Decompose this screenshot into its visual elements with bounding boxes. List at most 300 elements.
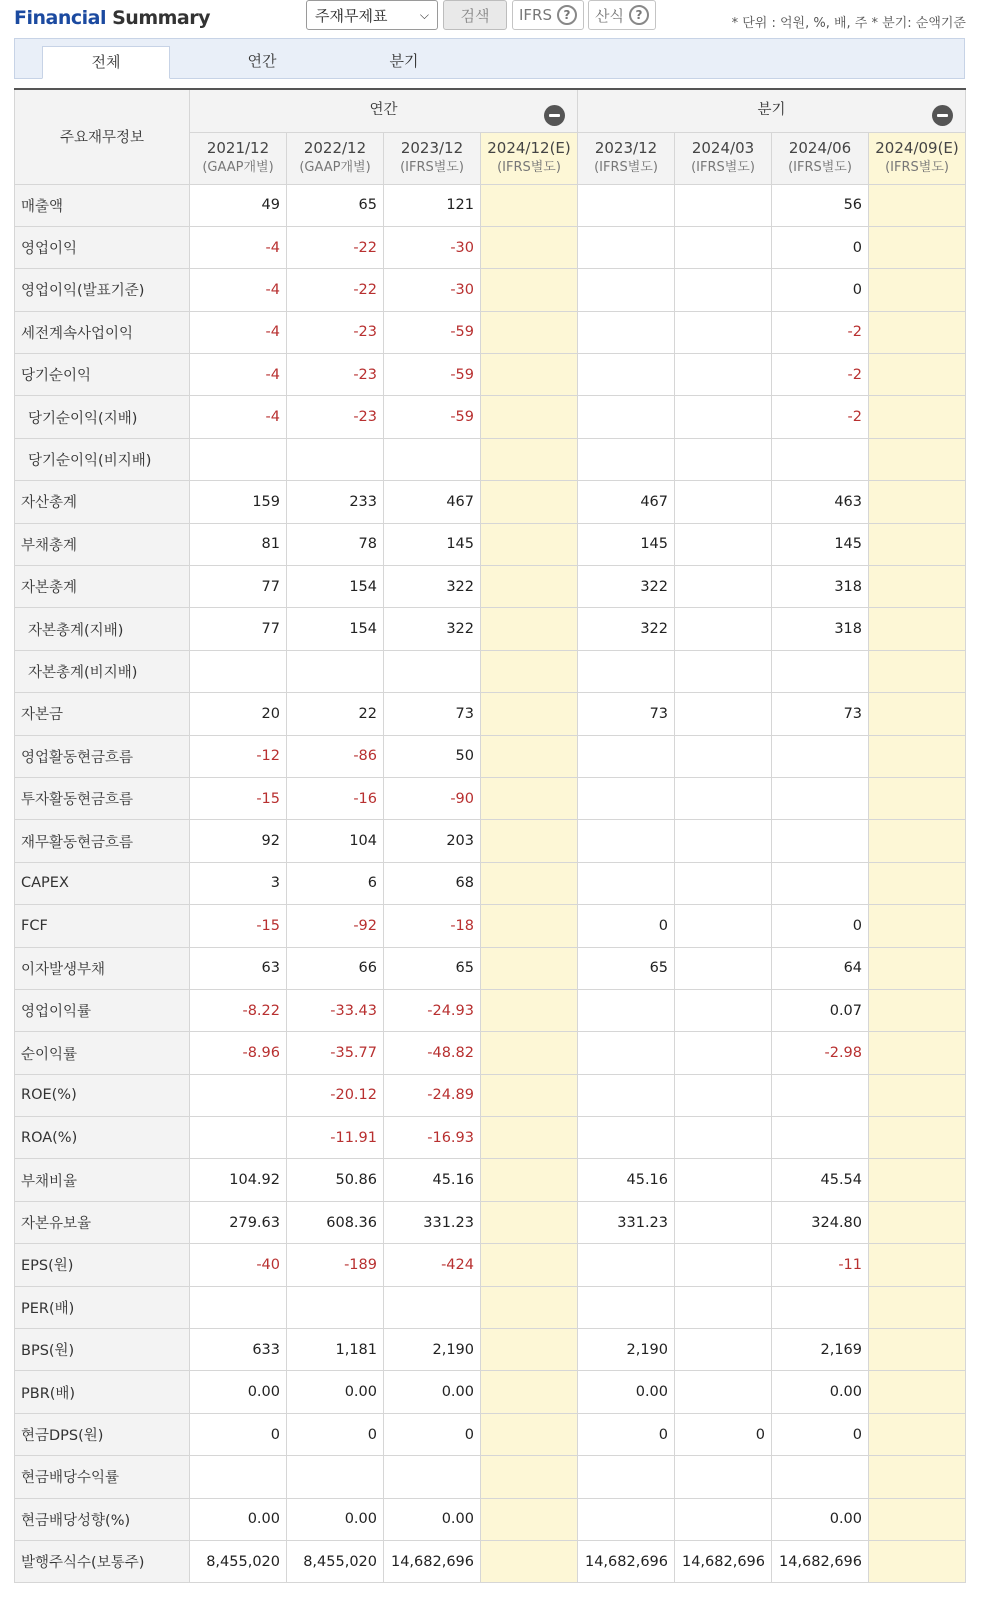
row-label: EPS(원) [15,1244,190,1286]
table-cell [869,1074,966,1116]
table-row [15,989,966,1031]
table-cell: 22 [287,693,384,735]
table-cell: 121 [384,184,481,226]
table-cell [869,1032,966,1074]
table-cell [869,1371,966,1413]
table-cell: -4 [190,396,287,438]
table-cell [869,905,966,947]
table-cell [578,396,675,438]
row-label: 자본금 [15,693,190,735]
table-cell: 159 [190,481,287,523]
table-cell: 145 [578,523,675,565]
table-cell [481,1117,578,1159]
table-cell [869,1201,966,1243]
table-cell: 0.00 [772,1498,869,1540]
tab-quarterly[interactable]: 분기 [389,52,419,70]
table-cell [481,1371,578,1413]
tab-all[interactable]: 전체 [42,46,170,79]
row-label: 현금배당수익률 [15,1456,190,1498]
table-cell [578,862,675,904]
table-row [15,269,966,311]
row-label: ROA(%) [15,1117,190,1159]
row-label: CAPEX [15,862,190,904]
table-cell: 0.00 [190,1371,287,1413]
table-cell: 66 [287,947,384,989]
table-cell [869,820,966,862]
period-standard: (GAAP개별) [299,160,371,175]
table-cell [675,1244,772,1286]
table-cell [675,566,772,608]
search-button[interactable]: 검색 [443,0,507,30]
table-cell [675,1456,772,1498]
title-summary: Summary [112,7,210,29]
table-cell: 45.16 [578,1159,675,1201]
period-header [481,132,578,184]
table-cell: 3 [190,862,287,904]
table-cell: -2 [772,354,869,396]
table-cell [675,777,772,819]
period-header [384,132,481,184]
table-row [15,354,966,396]
table-cell: 20 [190,693,287,735]
table-cell [869,396,966,438]
table-cell [190,1074,287,1116]
table-cell: -48.82 [384,1032,481,1074]
row-label: 자본총계(지배) [15,608,190,650]
table-cell [772,1117,869,1159]
title-financial: Financial [14,7,106,29]
table-cell [481,693,578,735]
table-cell [675,523,772,565]
table-cell: 14,682,696 [384,1541,481,1583]
table-cell: 14,682,696 [772,1541,869,1583]
table-cell [675,481,772,523]
table-cell [578,226,675,268]
question-icon: ? [557,5,577,25]
table-cell: 56 [772,184,869,226]
table-cell: 50 [384,735,481,777]
table-cell: 77 [190,608,287,650]
table-cell [772,438,869,480]
table-cell: 633 [190,1329,287,1371]
table-cell: 0 [384,1413,481,1455]
table-row [15,905,966,947]
tab-annual[interactable]: 연간 [247,52,277,70]
table-cell [675,608,772,650]
table-cell [481,905,578,947]
table-cell: -23 [287,311,384,353]
table-row [15,608,966,650]
table-cell [578,354,675,396]
table-cell: -24.89 [384,1074,481,1116]
table-cell: 0 [675,1413,772,1455]
table-cell [190,1286,287,1328]
table-cell [675,1074,772,1116]
table-row [15,226,966,268]
table-cell [675,905,772,947]
group-quarter-label: 분기 [757,102,786,119]
table-cell [578,184,675,226]
table-cell: 0 [772,1413,869,1455]
table-cell [578,820,675,862]
table-cell [481,226,578,268]
table-cell [772,1074,869,1116]
row-label: 당기순이익(지배) [15,396,190,438]
table-cell: 2,190 [578,1329,675,1371]
table-cell [481,396,578,438]
table-row [15,947,966,989]
group-annual-label: 연간 [369,102,398,119]
row-label: 발행주식수(보통주) [15,1541,190,1583]
table-cell [481,1032,578,1074]
table-cell [578,311,675,353]
table-cell [869,1329,966,1371]
table-cell: -8.96 [190,1032,287,1074]
row-label: 영업이익(발표기준) [15,269,190,311]
table-cell [481,1329,578,1371]
table-cell [675,1286,772,1328]
table-cell [869,1117,966,1159]
table-cell [869,735,966,777]
table-cell [578,438,675,480]
table-cell: 203 [384,820,481,862]
table-cell: 0 [772,226,869,268]
table-cell: 8,455,020 [190,1541,287,1583]
period-standard: (IFRS별도) [691,160,755,175]
table-row [15,438,966,480]
row-label: 당기순이익 [15,354,190,396]
table-cell [287,1456,384,1498]
period-date: 2021/12 [206,139,270,157]
table-cell: -8.22 [190,989,287,1031]
table-cell [869,226,966,268]
table-cell: -4 [190,354,287,396]
table-cell [481,523,578,565]
formula-help-button[interactable] [588,0,656,30]
toolbar [0,0,1001,38]
table-cell [481,1201,578,1243]
table-cell [869,947,966,989]
table-cell [190,1117,287,1159]
table-cell [578,989,675,1031]
table-cell [869,608,966,650]
table-cell [481,1244,578,1286]
table-row [15,1541,966,1583]
table-cell: 77 [190,566,287,608]
row-label: 당기순이익(비지배) [15,438,190,480]
table-row [15,820,966,862]
table-cell: -22 [287,269,384,311]
table-row [15,1456,966,1498]
group-annual-header [190,89,578,132]
table-cell: 467 [384,481,481,523]
table-cell: 318 [772,566,869,608]
table-cell [578,1244,675,1286]
table-cell: 64 [772,947,869,989]
table-row [15,184,966,226]
table-row [15,1498,966,1540]
row-label: ROE(%) [15,1074,190,1116]
table-cell [869,1159,966,1201]
table-cell: 63 [190,947,287,989]
table-cell [675,1032,772,1074]
table-cell [675,226,772,268]
table-row [15,1074,966,1116]
period-header [675,132,772,184]
table-cell: 318 [772,608,869,650]
table-cell [675,184,772,226]
table-row [15,1159,966,1201]
table-cell: 0 [578,1413,675,1455]
table-cell: -92 [287,905,384,947]
table-cell: 331.23 [384,1201,481,1243]
row-label: 부채총계 [15,523,190,565]
row-label: 자산총계 [15,481,190,523]
table-row [15,523,966,565]
table-cell [481,311,578,353]
table-cell [481,820,578,862]
table-cell: -16.93 [384,1117,481,1159]
table-cell [578,1286,675,1328]
group-quarter-header [578,89,966,132]
table-cell: 14,682,696 [578,1541,675,1583]
table-cell [869,523,966,565]
table-cell: 0 [578,905,675,947]
table-row [15,1201,966,1243]
table-cell: 467 [578,481,675,523]
table-cell: 0.07 [772,989,869,1031]
table-row [15,566,966,608]
table-cell [481,269,578,311]
table-cell: 279.63 [190,1201,287,1243]
period-date: 2024/12(E) [487,139,571,157]
table-cell [578,1074,675,1116]
row-label: 자본총계 [15,566,190,608]
tab-bar [14,38,965,79]
table-row [15,311,966,353]
row-label: 영업이익률 [15,989,190,1031]
table-cell: -16 [287,777,384,819]
table-row [15,396,966,438]
table-cell [869,269,966,311]
table-cell [675,1329,772,1371]
table-cell [384,1456,481,1498]
table-cell: -20.12 [287,1074,384,1116]
table-cell [675,1371,772,1413]
row-label: FCF [15,905,190,947]
table-cell [481,566,578,608]
table-cell [384,650,481,692]
question-icon: ? [629,5,649,25]
table-cell [869,184,966,226]
ifrs-label: IFRS [519,6,552,24]
table-cell: -59 [384,396,481,438]
table-cell [578,650,675,692]
table-cell: -15 [190,777,287,819]
table-cell [481,1074,578,1116]
table-cell [675,735,772,777]
table-cell: 73 [384,693,481,735]
table-cell [675,693,772,735]
table-cell [481,947,578,989]
row-label: 이자발생부채 [15,947,190,989]
table-cell: 2,190 [384,1329,481,1371]
table-cell [481,1413,578,1455]
table-cell: -86 [287,735,384,777]
financial-summary-table [14,88,966,1583]
table-cell: 50.86 [287,1159,384,1201]
period-header [190,132,287,184]
table-cell [481,1456,578,1498]
table-cell: 81 [190,523,287,565]
table-cell [675,1117,772,1159]
period-header [772,132,869,184]
table-cell: 322 [578,608,675,650]
table-cell: -2.98 [772,1032,869,1074]
table-cell: 331.23 [578,1201,675,1243]
table-cell: -23 [287,396,384,438]
table-cell [869,311,966,353]
table-cell: -33.43 [287,989,384,1031]
table-cell: 6 [287,862,384,904]
table-cell: -23 [287,354,384,396]
table-cell [675,989,772,1031]
table-cell: 8,455,020 [287,1541,384,1583]
table-cell: 0.00 [190,1498,287,1540]
table-cell: 92 [190,820,287,862]
table-row [15,1371,966,1413]
table-cell [190,1456,287,1498]
table-row [15,735,966,777]
table-cell: -424 [384,1244,481,1286]
row-label: 영업활동현금흐름 [15,735,190,777]
table-cell: -189 [287,1244,384,1286]
collapse-annual-icon[interactable] [544,105,565,126]
table-cell: -18 [384,905,481,947]
table-cell [675,396,772,438]
row-label: 자본총계(비지배) [15,650,190,692]
table-row [15,1244,966,1286]
row-label: 부채비율 [15,1159,190,1201]
formula-label: 산식 [595,6,624,25]
table-cell [772,1456,869,1498]
row-label: PBR(배) [15,1371,190,1413]
table-cell: -4 [190,311,287,353]
table-cell [481,1498,578,1540]
table-cell [481,777,578,819]
table-cell: -59 [384,311,481,353]
table-cell [578,1498,675,1540]
table-cell [772,735,869,777]
table-cell: 2,169 [772,1329,869,1371]
period-standard: (IFRS별도) [497,160,561,175]
table-cell [481,184,578,226]
table-cell [772,777,869,819]
table-cell [578,1117,675,1159]
period-date: 2023/12 [400,139,464,157]
table-cell: 65 [578,947,675,989]
table-cell [190,438,287,480]
table-cell: 145 [384,523,481,565]
ifrs-help-button[interactable] [512,0,584,30]
table-cell [869,989,966,1031]
table-cell [869,1413,966,1455]
table-row [15,1329,966,1371]
table-cell: -40 [190,1244,287,1286]
table-cell: 0.00 [772,1371,869,1413]
statement-type-value: 주재무제표 [315,6,388,25]
period-date: 2022/12 [303,139,367,157]
table-row [15,1286,966,1328]
period-standard: (IFRS별도) [400,160,464,175]
table-cell: -2 [772,396,869,438]
collapse-quarter-icon[interactable] [932,105,953,126]
row-label: 매출액 [15,184,190,226]
table-cell: 0.00 [384,1371,481,1413]
table-cell: 45.54 [772,1159,869,1201]
chevron-down-icon: ⌵ [419,7,429,22]
row-label: 순이익률 [15,1032,190,1074]
table-cell: 0 [772,269,869,311]
table-cell [675,438,772,480]
table-cell: 104.92 [190,1159,287,1201]
table-cell [675,311,772,353]
table-row [15,777,966,819]
table-cell: 68 [384,862,481,904]
table-cell [481,735,578,777]
table-cell [481,1159,578,1201]
period-date: 2023/12 [594,139,658,157]
table-cell [675,1201,772,1243]
statement-type-select[interactable] [306,0,438,30]
table-cell [481,1541,578,1583]
table-cell: 14,682,696 [675,1541,772,1583]
table-cell [675,354,772,396]
table-cell [481,989,578,1031]
row-label: 재무활동현금흐름 [15,820,190,862]
row-header-title: 주요재무정보 [15,89,190,184]
table-cell: 233 [287,481,384,523]
table-cell [869,777,966,819]
period-header [869,132,966,184]
table-cell [287,1286,384,1328]
table-cell: 154 [287,566,384,608]
table-cell: -11 [772,1244,869,1286]
table-cell: -11.91 [287,1117,384,1159]
table-cell: 322 [384,608,481,650]
table-cell [481,650,578,692]
table-cell: 324.80 [772,1201,869,1243]
table-cell [578,1032,675,1074]
row-label: 세전계속사업이익 [15,311,190,353]
table-row [15,1117,966,1159]
table-cell [675,1498,772,1540]
table-cell: 65 [287,184,384,226]
table-cell [481,438,578,480]
table-cell [190,650,287,692]
period-date: 2024/09(E) [875,139,959,157]
table-cell [869,566,966,608]
table-cell [869,1244,966,1286]
table-cell: 0.00 [384,1498,481,1540]
period-standard: (IFRS별도) [594,160,658,175]
table-cell [675,862,772,904]
table-cell [578,735,675,777]
period-header [287,132,384,184]
table-cell: 0 [190,1413,287,1455]
table-cell: -2 [772,311,869,353]
table-cell [772,650,869,692]
